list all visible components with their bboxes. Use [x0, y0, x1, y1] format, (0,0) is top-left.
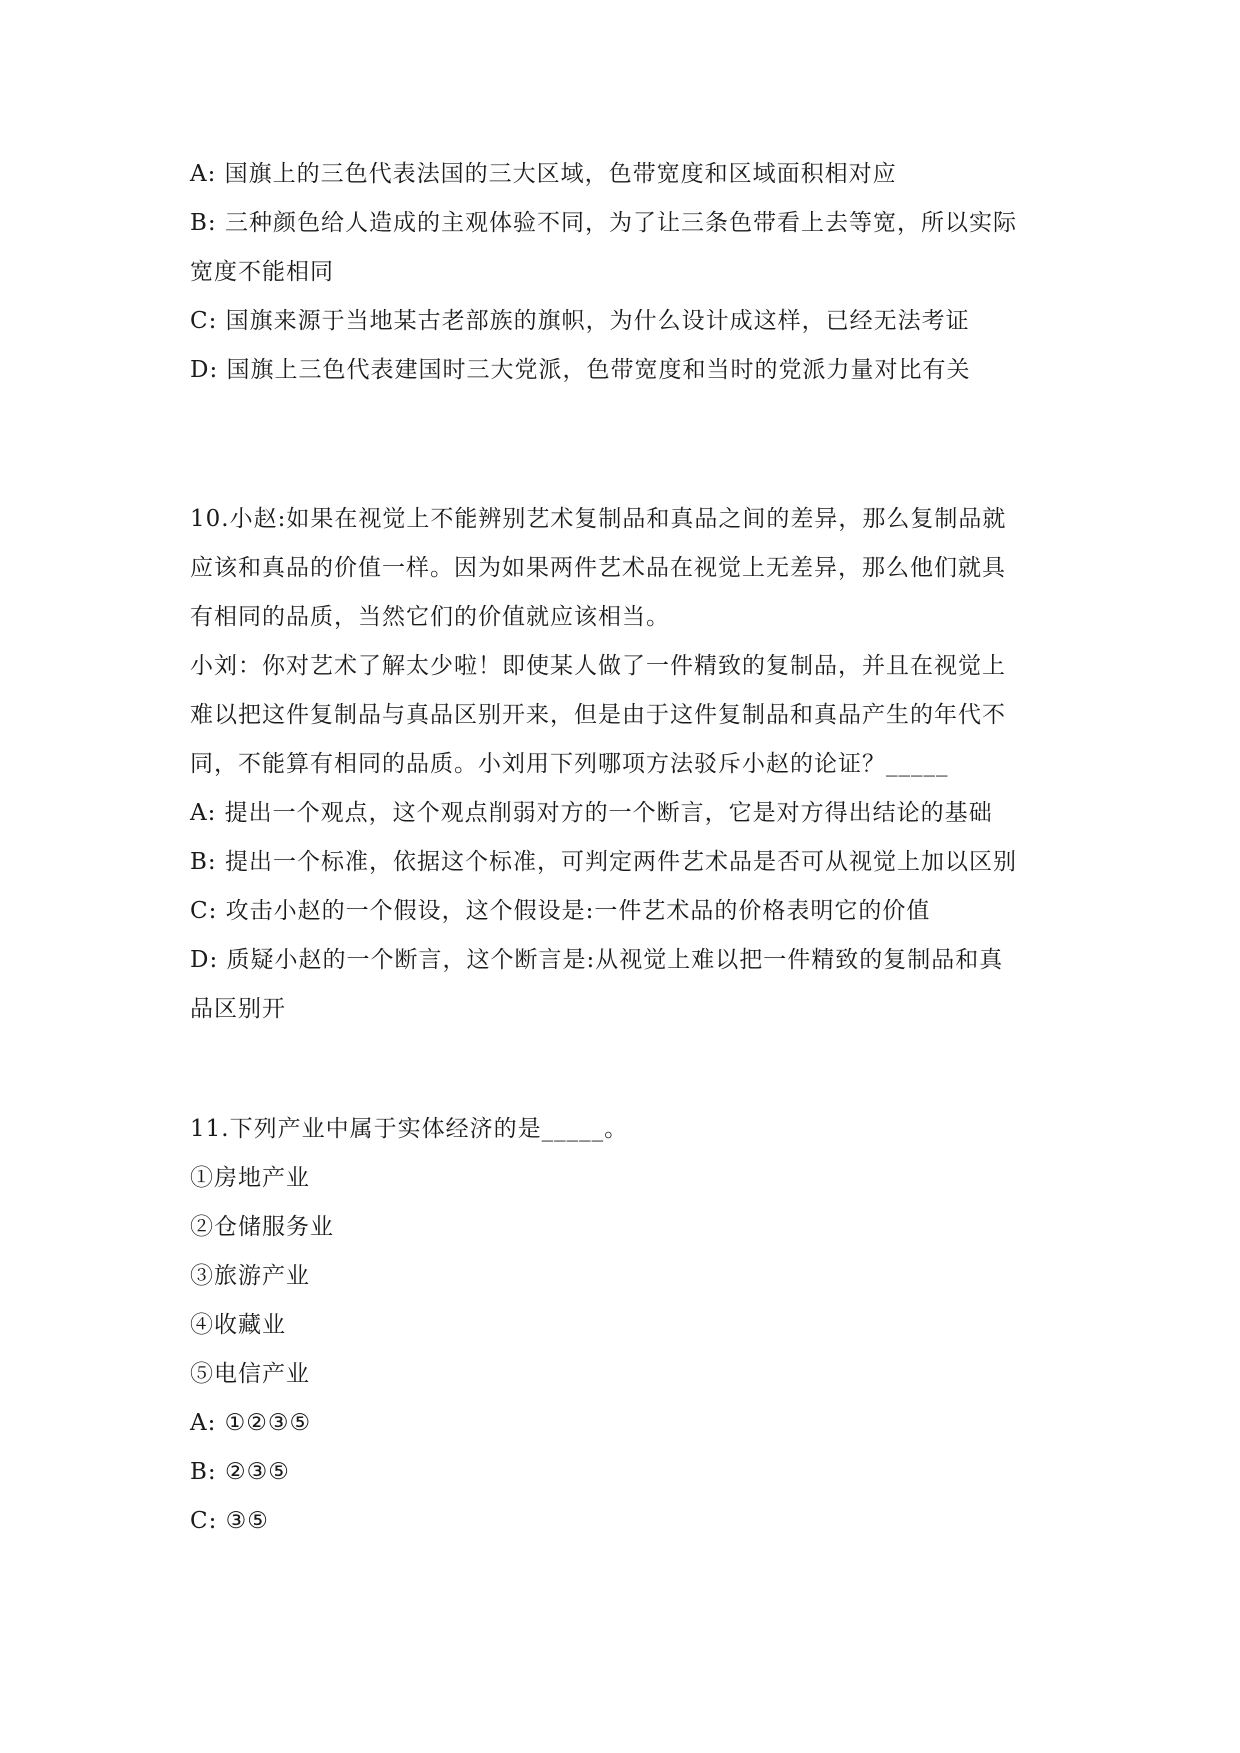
question-text-line: 同，不能算有相同的品质。小刘用下列哪项方法驳斥小赵的论证？_____: [190, 751, 949, 777]
option-b: B: 三种颜色给人造成的主观体验不同，为了让三条色带看上去等宽，所以实际: [190, 210, 1017, 236]
option-a: A: 提出一个观点，这个观点削弱对方的一个断言，它是对方得出结论的基础: [190, 800, 993, 826]
option-d: D: 国旗上三色代表建国时三大党派，色带宽度和当时的党派力量对比有关: [190, 357, 971, 383]
question-text-line: 小刘：你对艺术了解太少啦！即使某人做了一件精致的复制品，并且在视觉上: [190, 653, 1006, 679]
option-c: C: ③⑤: [190, 1508, 269, 1534]
question-text-line: 11.下列产业中属于实体经济的是_____。: [190, 1116, 629, 1142]
question-11: [190, 1105, 1070, 1546]
question-text-line: 有相同的品质，当然它们的价值就应该相当。: [190, 604, 670, 630]
option-c: C: 攻击小赵的一个假设，这个假设是:一件艺术品的价格表明它的价值: [190, 898, 931, 924]
question-9-options: [190, 150, 1070, 395]
list-item: ⑤电信产业: [190, 1361, 310, 1387]
question-text-line: 10.小赵:如果在视觉上不能辨别艺术复制品和真品之间的差异，那么复制品就: [190, 506, 1007, 532]
question-text-line: 难以把这件复制品与真品区别开来，但是由于这件复制品和真品产生的年代不: [190, 702, 1006, 728]
option-c: C: 国旗来源于当地某古老部族的旗帜，为什么设计成这样，已经无法考证: [190, 308, 970, 334]
option-d-continued: 品区别开: [190, 996, 286, 1022]
question-10: [190, 495, 1070, 1034]
list-item: ④收藏业: [190, 1312, 286, 1338]
option-b-continued: 宽度不能相同: [190, 259, 334, 285]
option-b: B: ②③⑤: [190, 1459, 290, 1485]
option-b: B: 提出一个标准，依据这个标准，可判定两件艺术品是否可从视觉上加以区别: [190, 849, 1017, 875]
list-item: ③旅游产业: [190, 1263, 310, 1289]
list-item: ②仓储服务业: [190, 1214, 334, 1240]
option-d: D: 质疑小赵的一个断言，这个断言是:从视觉上难以把一件精致的复制品和真: [190, 947, 1004, 973]
option-a: A: 国旗上的三色代表法国的三大区域，色带宽度和区域面积相对应: [190, 161, 897, 187]
option-a: A: ①②③⑤: [190, 1410, 312, 1436]
list-item: ①房地产业: [190, 1165, 310, 1191]
question-text-line: 应该和真品的价值一样。因为如果两件艺术品在视觉上无差异，那么他们就具: [190, 555, 1006, 581]
